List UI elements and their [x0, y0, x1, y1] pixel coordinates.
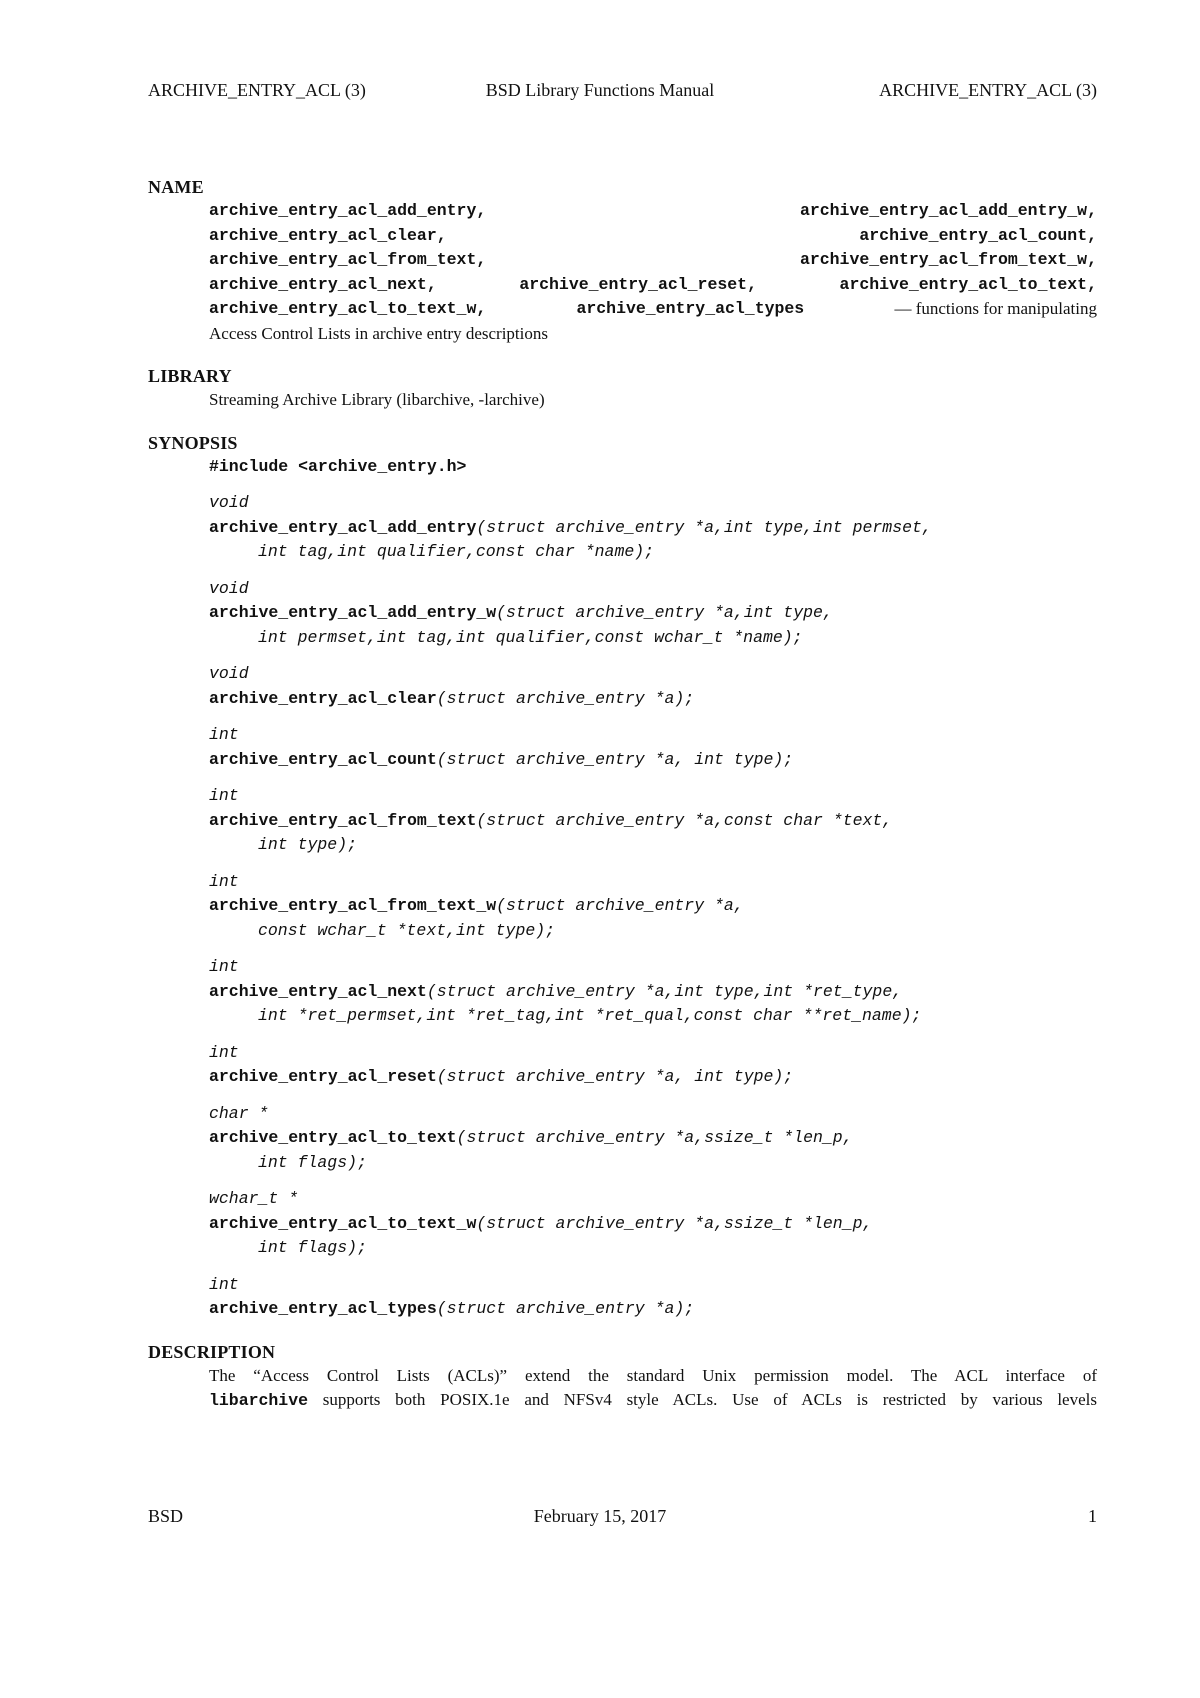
name-entry: archive_entry_acl_to_text,: [839, 274, 1097, 294]
description-section: [148, 1340, 1097, 1414]
function-name: archive_entry_acl_to_text_w: [209, 1213, 477, 1233]
name-entry: archive_entry_acl_reset,: [519, 274, 757, 294]
name-body: [209, 199, 1097, 346]
synopsis-section: [148, 431, 1097, 1322]
function-args-continued: [209, 540, 1097, 565]
function-name: archive_entry_acl_add_entry_w: [209, 603, 497, 622]
function-args: (struct archive_entry *a,int type,: [496, 603, 833, 622]
synopsis-function: [209, 870, 1097, 944]
function-name: archive_entry_acl_to_text: [209, 1128, 457, 1147]
library-section: [148, 364, 1097, 413]
function-signature: [209, 1126, 1097, 1151]
name-heading: NAME: [148, 177, 204, 197]
name-row-4: [209, 273, 1097, 298]
description-line-2-text: supports both POSIX.1e and NFSv4 style ACLs. Use of ACLs is restricted by various levels: [308, 1390, 1097, 1409]
synopsis-function: [209, 577, 1097, 651]
name-row-5: [209, 297, 1097, 322]
synopsis-function: [209, 662, 1097, 711]
function-args: int flags);: [258, 1238, 367, 1257]
function-args: (struct archive_entry *a,ssize_t *len_p,: [476, 1213, 873, 1233]
return-type: int: [209, 1274, 239, 1294]
function-args-continued: [209, 1004, 1097, 1029]
synopsis-function: [209, 1041, 1097, 1090]
name-entry: archive_entry_acl_types: [576, 299, 805, 318]
return-type: void: [209, 578, 249, 598]
function-name: archive_entry_acl_add_entry: [209, 517, 477, 537]
footer-left: BSD: [148, 1506, 184, 1526]
synopsis-heading: SYNOPSIS: [148, 432, 238, 453]
return-type: int: [209, 1042, 239, 1062]
return-type: void: [209, 493, 249, 512]
include-line: #include <archive_entry.h>: [209, 456, 467, 476]
synopsis-function: [209, 1187, 1097, 1261]
return-type: int: [209, 957, 239, 976]
name-entry: archive_entry_acl_count,: [859, 225, 1097, 245]
function-signature: [209, 1297, 1097, 1322]
function-args: (struct archive_entry *a);: [436, 688, 695, 708]
return-type: int: [209, 871, 239, 891]
name-entry: archive_entry_acl_from_text,: [209, 250, 487, 269]
function-args: int permset,int tag,int qualifier,const wchar_t *name);: [258, 627, 803, 647]
name-description: — functions for manipulating: [894, 299, 1097, 318]
synopsis-function: [209, 491, 1097, 565]
function-args: (struct archive_entry *a, int type);: [436, 1067, 794, 1086]
return-type: int: [209, 725, 239, 744]
function-signature: [209, 748, 1097, 773]
name-entry: archive_entry_acl_next,: [209, 274, 437, 294]
function-signature: [209, 687, 1097, 712]
synopsis-body: [209, 455, 1097, 1322]
header-left: ARCHIVE_ENTRY_ACL (3): [148, 80, 366, 100]
function-args-continued: [209, 1236, 1097, 1261]
synopsis-function-list: [209, 491, 1097, 1322]
synopsis-function: [209, 955, 1097, 1029]
function-signature: [209, 601, 1097, 626]
function-args: (struct archive_entry *a, int type);: [436, 749, 794, 769]
synopsis-function: [209, 1273, 1097, 1322]
function-name: archive_entry_acl_reset: [209, 1067, 437, 1086]
function-args: (struct archive_entry *a,: [496, 896, 744, 915]
return-type: int: [209, 786, 239, 805]
description-body: [209, 1364, 1097, 1414]
function-name: archive_entry_acl_next: [209, 981, 427, 1001]
description-line-1: The “Access Control Lists (ACLs)” extend the standard Unix permission model. The ACL interface of: [209, 1365, 1097, 1385]
libarchive-term: libarchive: [209, 1391, 309, 1410]
return-type: void: [209, 664, 249, 683]
name-entry: archive_entry_acl_from_text_w,: [799, 250, 1097, 269]
name-row-3: [209, 248, 1097, 273]
function-signature: [209, 809, 1097, 834]
library-text: Streaming Archive Library (libarchive, -larchive): [209, 390, 545, 409]
page-content: [148, 175, 1097, 1414]
name-entry: archive_entry_acl_add_entry_w,: [799, 201, 1097, 220]
name-entry: archive_entry_acl_clear,: [209, 225, 447, 245]
function-args: (struct archive_entry *a);: [436, 1299, 695, 1318]
name-row-1: [209, 199, 1097, 224]
library-heading: LIBRARY: [148, 366, 232, 386]
name-row-6: Access Control Lists in archive entry descriptions: [209, 323, 548, 343]
function-args: (struct archive_entry *a,const char *text,: [476, 810, 893, 830]
function-args: int tag,int qualifier,const char *name);: [258, 542, 655, 561]
name-entry: archive_entry_acl_to_text_w,: [209, 299, 487, 318]
function-signature: [209, 980, 1097, 1005]
name-row-2: [209, 224, 1097, 249]
footer-center: February 15, 2017: [533, 1506, 667, 1526]
function-args: int *ret_permset,int *ret_tag,int *ret_qual,const char **ret_name);: [258, 1006, 922, 1025]
function-signature: [209, 894, 1097, 919]
function-name: archive_entry_acl_clear: [209, 688, 437, 708]
function-args-continued: [209, 833, 1097, 858]
header-right: ARCHIVE_ENTRY_ACL (3): [879, 80, 1097, 100]
function-name: archive_entry_acl_count: [209, 749, 437, 769]
function-signature: [209, 516, 1097, 541]
description-heading: DESCRIPTION: [148, 1341, 276, 1362]
name-entry: archive_entry_acl_add_entry,: [209, 201, 487, 220]
synopsis-function: [209, 1102, 1097, 1176]
function-args-continued: [209, 919, 1097, 944]
function-args: (struct archive_entry *a,ssize_t *len_p,: [456, 1128, 853, 1147]
function-args: int type);: [258, 835, 358, 854]
return-type: char *: [209, 1103, 269, 1123]
return-type: wchar_t *: [209, 1189, 299, 1208]
synopsis-function: [209, 784, 1097, 858]
function-args: (struct archive_entry *a,int type,int permset,: [476, 517, 932, 537]
synopsis-function: [209, 723, 1097, 772]
function-args: const wchar_t *text,int type);: [258, 920, 556, 940]
function-args: (struct archive_entry *a,int type,int *ret_type,: [426, 981, 903, 1001]
header-center: BSD Library Functions Manual: [485, 80, 715, 100]
function-name: archive_entry_acl_types: [209, 1299, 437, 1318]
function-args: int flags);: [258, 1152, 367, 1172]
footer-right: 1: [1088, 1506, 1097, 1526]
function-signature: [209, 1065, 1097, 1090]
function-name: archive_entry_acl_from_text_w: [209, 896, 497, 915]
function-signature: [209, 1212, 1097, 1237]
function-args-continued: [209, 1151, 1097, 1176]
function-args-continued: [209, 626, 1097, 651]
function-name: archive_entry_acl_from_text: [209, 810, 477, 830]
description-line-2: [209, 1388, 1097, 1414]
name-section: [148, 175, 1097, 346]
